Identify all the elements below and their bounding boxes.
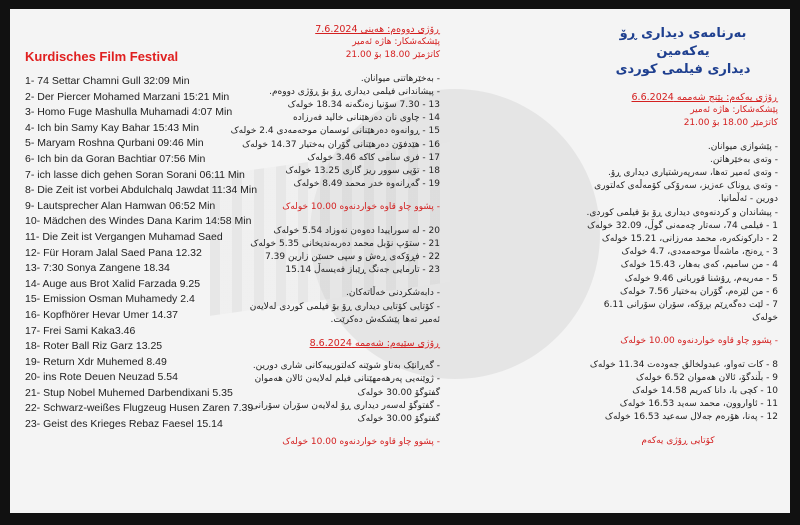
- list-item: - پیشاندان و کردنەوەی دیداری ڕۆ بۆ فیلمی کوردی.: [586, 207, 778, 218]
- list-item: 19- Return Xdr Muhemed 8.49: [25, 355, 167, 368]
- list-item: - کۆتایی کۆتایی دیداری ڕۆ بۆ فیلمی کوردی لەلایەن: [249, 301, 440, 312]
- list-item: - ژوێنەیی پەرهەمهێنانی فیلم لەلایەن ئالان هەموان: [254, 374, 440, 385]
- day3-heading: ڕۆژی سێیەم: شەممە 8.6.2024: [309, 338, 440, 350]
- list-item: گفتوگۆ 30.00 خولەک: [357, 414, 440, 425]
- day2-closing: [200, 287, 440, 327]
- day1-block: [578, 91, 778, 448]
- list-item: 22- Schwarz-weißes Flugzeug Husen Zaren 7.39: [25, 402, 254, 415]
- list-item: 13- 7:30 Sonya Zangene 18.34: [25, 262, 170, 275]
- program-title-line: یەکەمین: [656, 44, 710, 59]
- list-item: 12 - پەنا، هۆرەم جەلال سەعید 16.53 خولەک: [604, 412, 778, 423]
- list-item: 6 - من لێرەم، گۆران بەختیار 7.56 خولەک: [620, 286, 778, 297]
- list-item: - وتەی ڕوناک عەزیز، سەرۆکی کۆمەڵەی کەلتوری: [594, 181, 778, 192]
- list-item: - گفتوگۆ لەسەر دیداری ڕۆ لەلایەن سۆران سۆرانی.: [248, 400, 440, 411]
- day2-films-1: [200, 99, 440, 191]
- list-item: گفتوگۆ 30.00 خولەک: [357, 387, 440, 398]
- list-item: 20 - لە سوراییدا دەوەن نەوزاد 5.54 خولەک: [273, 225, 440, 236]
- list-item: 23- Geist des Krieges Rebaz Faesel 15.14: [25, 418, 223, 431]
- day3-break: - پشوو چاو قاوە خواردنەوە 10.00 خولەک: [282, 437, 440, 448]
- list-item: 8 - کات تەواو، عبدولخالق جەودەت 11.34 خولەک: [589, 359, 778, 370]
- list-item: 1 - فیلمی 74، سەتار چەمەنی گوڵ، 32.09 خولەک: [587, 220, 778, 231]
- program-title-line: دیداری فیلمی کوردی: [615, 62, 751, 77]
- list-item: - وتەی ئەمیر تەها، سەرپەرشتیاری دیداری ڕۆ.: [607, 168, 778, 179]
- list-item: 11 - ئاواروون، محمد سەید 16.53 خولەک: [619, 399, 778, 410]
- list-item: 7 - لێت دەگەڕێم بڕۆکە، سۆران سۆرانی 6.11 خولەک: [603, 300, 778, 324]
- program-title: [578, 25, 788, 79]
- list-item: - پێشوازی میوانان.: [707, 141, 778, 152]
- list-item: 1- 74 Settar Chamni Gull 32:09 Min: [25, 75, 190, 87]
- list-item: 16- Kopfhörer Hevar Umer 14.37: [25, 308, 178, 321]
- day1-host: پێشکەشکار: هاژە ئەمیر: [690, 105, 778, 116]
- day1-films-1: [578, 220, 778, 326]
- list-item: 6- Ich bin da Goran Bachtiar 07:56 Min: [25, 152, 206, 165]
- day2-heading: ڕۆژی دووەم: هەینی 7.6.2024: [315, 24, 440, 35]
- list-item: 9- Lautsprecher Alan Hamwan 06:52 Min: [25, 199, 216, 212]
- day1-end: کۆتایی ڕۆژی یەکەم: [641, 435, 715, 446]
- list-item: 3 - ڕەنج، ماشەڵا موحەمەدی، 4.7 خولەک: [621, 247, 778, 258]
- day1-break: - پشوو چاو قاوە خواردنەوە 10.00 خولەک: [620, 336, 778, 347]
- day2-intro: [200, 73, 440, 99]
- day2-host: پێشکەشکار: هاژە ئەمیر: [352, 37, 440, 48]
- list-item: 7- ich lasse dich gehen Soran Sorani 06:11 Min: [25, 168, 245, 181]
- list-item: 22 - فڕۆکەی ڕەش و سپی حسێن زارین 7.39: [265, 252, 440, 263]
- list-item: 17 - فری سامی کاکە 3.46 خولەک: [307, 152, 440, 163]
- list-item: دورین - ئەڵمانیا.: [718, 194, 778, 205]
- list-item: 18 - تۆپی سوور ریز گاری 13.25 خولەک: [285, 166, 440, 177]
- list-item: 5 - مەریەم، ڕۆشنا قوربانی 9.46 خولەک: [624, 273, 778, 284]
- list-item: - وتەی بەخێرهاتن.: [710, 154, 778, 165]
- poster: [10, 9, 790, 513]
- list-item: 9 - بڵندگۆ، ئالان هەموان 6.52 خولەک: [636, 372, 778, 383]
- list-item: 16 - هێدفۆن دەرهێنانی گۆران بەختیار 14.37 خولەک: [242, 139, 440, 150]
- list-item: 5- Maryam Roshna Qurbani 09:46 Min: [25, 137, 204, 150]
- list-item: - دابەشکردنی خەڵاتەکان.: [346, 288, 440, 299]
- list-item: 2 - دارکونکەرە، محمد مەرزانی، 15.21 خولەک: [601, 234, 778, 245]
- list-item: 8- Die Zeit ist vorbei Abdulchalq Jawdat 11:34 Min: [25, 184, 258, 197]
- list-item: 3- Homo Fuge Mashulla Muhamadi 4:07 Min: [25, 106, 233, 119]
- day1-films-2: [578, 359, 778, 425]
- day3-items: [200, 360, 440, 426]
- list-item: 10- Mädchen des Windes Dana Karim 14:58 Min: [25, 215, 252, 228]
- program-title-line: بەرنامەی دیداری ڕۆ: [619, 26, 747, 41]
- list-item: 4 - من سامیم، کەی بەهار، 15.43 خولەک: [620, 260, 778, 271]
- day2-films-2: [200, 225, 440, 278]
- list-item: 15- Emission Osman Muhamedy 2.4: [25, 293, 195, 306]
- list-item: - گەڕانێک بەناو شوێنە کەلتورییەکانی شاری دورین.: [252, 361, 440, 372]
- festival-title: Kurdisches Film Festival: [25, 49, 179, 64]
- list-item: 12- Für Horam Jalal Saed Pana 12.32: [25, 246, 202, 259]
- list-item: 10 - کچی با، دانا کەریم 14.58 خولەک: [632, 386, 778, 397]
- list-item: 21 - ستۆپ نۆبل محمد دەربەندیخانی 5.35 خولەک: [250, 238, 440, 249]
- day1-heading: ڕۆژی یەکەم: پێنج شەممە 6.6.2024: [631, 92, 778, 103]
- list-item: 21- Stup Nobel Muhemed Darbendixani 5.35: [25, 386, 233, 399]
- list-item: - پیشاندانی فیلمی دیداری ڕۆ بۆ ڕۆژی دووەم.: [269, 86, 440, 97]
- list-item: 14 - چاوی نان دەرهێنانی خالید فەرزادە: [293, 113, 440, 124]
- day2-time: کاتژمێر 18.00 بۆ 21.00: [345, 50, 440, 61]
- list-item: 17- Frei Sami Kaka3.46: [25, 324, 136, 337]
- day2-break: - پشوو چاو قاوە خواردنەوە 10.00 خولەک: [282, 202, 440, 213]
- list-item: 14- Auge aus Brot Xalid Farzada 9.25: [25, 277, 201, 290]
- day2-block: [200, 23, 440, 449]
- list-item: ئەمیر تەها پێشکەش دەکرێت.: [330, 314, 440, 325]
- list-item: 20- ins Rote Deuen Neuzad 5.54: [25, 371, 178, 384]
- list-item: 2- Der Piercer Mohamed Marzani 15:21 Min: [25, 90, 230, 103]
- list-item: 19 - گەڕانەوە خدر محمد 8.49 خولەک: [293, 179, 440, 190]
- day1-intro: [578, 141, 778, 220]
- list-item: 15 - ڕوانەوە دەرهێنانی ئوسمان موحەمەدی 2.4 خولەک: [230, 126, 440, 137]
- list-item: 13 - 7.30 سۆنیا زەنگەنە 18.34 خولەک: [287, 100, 440, 111]
- list-item: 18- Roter Ball Riz Garz 13.25: [25, 340, 163, 353]
- day1-time: کاتژمێر 18.00 بۆ 21.00: [683, 118, 778, 129]
- list-item: 23 - تارمایی جەنگ ڕێباز فەیسەڵ 15.14: [285, 265, 440, 276]
- list-item: 4- Ich bin Samy Kay Bahar 15:43 Min: [25, 121, 199, 134]
- list-item: - بەخێرهاتنی میوانان.: [360, 73, 440, 84]
- list-item: 11- Die Zeit ist Vergangen Muhamad Saed: [25, 230, 223, 243]
